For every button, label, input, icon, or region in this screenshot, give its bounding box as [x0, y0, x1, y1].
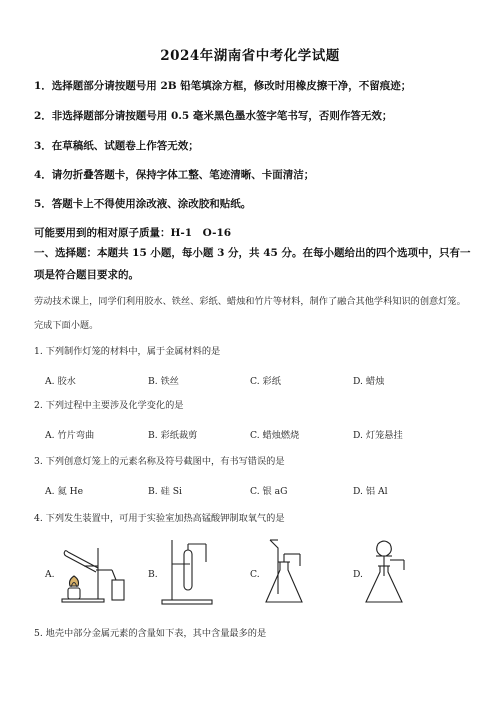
instruction-1: 1．选择题部分请按题号用 2B 铅笔填涂方框，修改时用橡皮擦干净，不留痕迹； — [34, 80, 412, 92]
heated-test-tube-apparatus-icon — [58, 536, 130, 608]
instruction-4: 4．请勿折叠答题卡，保持字体工整、笔迹清晰、卡面清洁； — [34, 169, 315, 181]
question-2-option-b: B. 彩纸裁剪 — [148, 430, 198, 441]
instruction-2: 2．非选择题部分请按题号用 0.5 毫米黑色墨水签字笔书写，否则作答无效； — [34, 110, 393, 122]
question-1-option-d: D. 蜡烛 — [353, 376, 385, 387]
question-4-option-a: A. — [45, 569, 55, 580]
question-1-option-a: A. 胶水 — [45, 376, 76, 387]
question-2-option-c: C. 蜡烛燃烧 — [250, 430, 300, 441]
question-4-stem: 4. 下列发生装置中，可用于实验室加热高锰酸钾制取氧气的是 — [34, 513, 285, 524]
question-5-stem: 5. 地壳中部分金属元素的含量如下表，其中含量最多的是 — [34, 628, 267, 639]
instruction-5: 5．答题卡上不得使用涂改液、涂改胶和贴纸。 — [34, 198, 252, 210]
question-3-option-a: A. 氦 He — [45, 486, 84, 497]
instruction-3: 3．在草稿纸、试题卷上作答无效； — [34, 140, 199, 152]
question-4-option-b: B. — [148, 569, 158, 580]
question-2-stem: 2. 下列过程中主要涉及化学变化的是 — [34, 400, 184, 411]
question-3-option-c: C. 银 aG — [250, 486, 288, 497]
question-4-option-d: D. — [353, 569, 363, 580]
question-3-option-d: D. 铝 Al — [353, 486, 388, 497]
question-1-stem: 1. 下列制作灯笼的材料中，属于金属材料的是 — [34, 346, 221, 357]
page-title: 2024年湖南省中考化学试题 — [160, 48, 340, 64]
flask-with-long-funnel-icon — [262, 536, 310, 608]
question-2-option-d: D. 灯笼悬挂 — [353, 430, 403, 441]
section-one-heading: 一、选择题：本题共 15 小题，每小题 3 分，共 45 分。在每小题给出的四个选项中，只有一项是符合题目要求的。 — [34, 247, 471, 281]
question-1-option-b: B. 铁丝 — [148, 376, 179, 387]
test-tube-on-stand-icon — [160, 536, 220, 608]
question-2-option-a: A. 竹片弯曲 — [45, 430, 95, 441]
question-4-option-c: C. — [250, 569, 260, 580]
atomic-masses-line: 可能要用到的相对原子质量：H-1 O-16 — [34, 227, 232, 239]
question-3-option-b: B. 硅 Si — [148, 486, 182, 497]
context-paragraph: 劳动技术课上，同学们利用胶水、铁丝、彩纸、蜡烛和竹片等材料，制作了融合其他学科知识的创意灯笼。完成下面小题。 — [34, 296, 466, 331]
flask-with-separatory-funnel-icon — [364, 536, 412, 608]
question-3-stem: 3. 下列创意灯笼上的元素名称及符号截图中，有书写错误的是 — [34, 456, 285, 467]
question-1-option-c: C. 彩纸 — [250, 376, 281, 387]
